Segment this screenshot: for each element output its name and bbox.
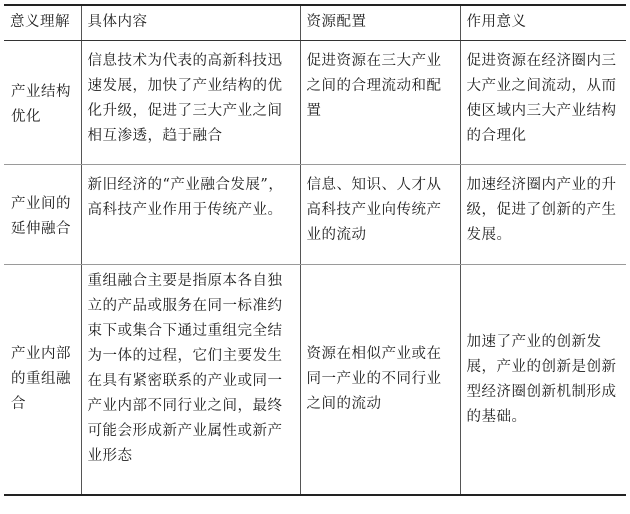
row-meaning: 产业间的延伸融合: [4, 165, 81, 265]
row-content: 信息技术为代表的高新科技迅速发展，加快了产业结构的优化升级，促进了三大产业之间相互渗透，趋于融合: [81, 41, 300, 165]
header-resource: 资源配置: [300, 5, 460, 41]
row-resource: 促进资源在三大产业之间的合理流动和配置: [300, 41, 460, 165]
table-row: [4, 265, 626, 496]
header-effect: 作用意义: [460, 5, 626, 41]
table-row: [4, 41, 626, 165]
row-content: 重组融合主要是指原本各自独立的产品或服务在同一标准约束下或集合下通过重组完全结为一体的过程，它们主要发生在具有紧密联系的产业或同一产业内部不同行业之间，最终可能会形成新产业属性或新产业形态: [81, 265, 300, 496]
row-resource: 信息、知识、人才从高科技产业向传统产业的流动: [300, 165, 460, 265]
row-content: 新旧经济的“产业融合发展”，高科技产业作用于传统产业。: [81, 165, 300, 265]
row-meaning: 产业内部的重组融合: [4, 265, 81, 496]
row-effect: 促进资源在经济圈内三大产业之间流动，从而使区域内三大产业结构的合理化: [460, 41, 626, 165]
row-resource: 资源在相似产业或在同一产业的不同行业之间的流动: [300, 265, 460, 496]
row-meaning: 产业结构优化: [4, 41, 81, 165]
row-effect: 加速经济圈内产业的升级，促进了创新的产生发展。: [460, 165, 626, 265]
table-header-row: [4, 5, 626, 41]
header-content: 具体内容: [81, 5, 300, 41]
table-row: [4, 165, 626, 265]
row-effect: 加速了产业的创新发展，产业的创新是创新型经济圈创新机制形成的基础。: [460, 265, 626, 496]
industry-fusion-table: [4, 4, 626, 496]
header-meaning: 意义理解: [4, 5, 81, 41]
content-table-container: [4, 4, 626, 496]
